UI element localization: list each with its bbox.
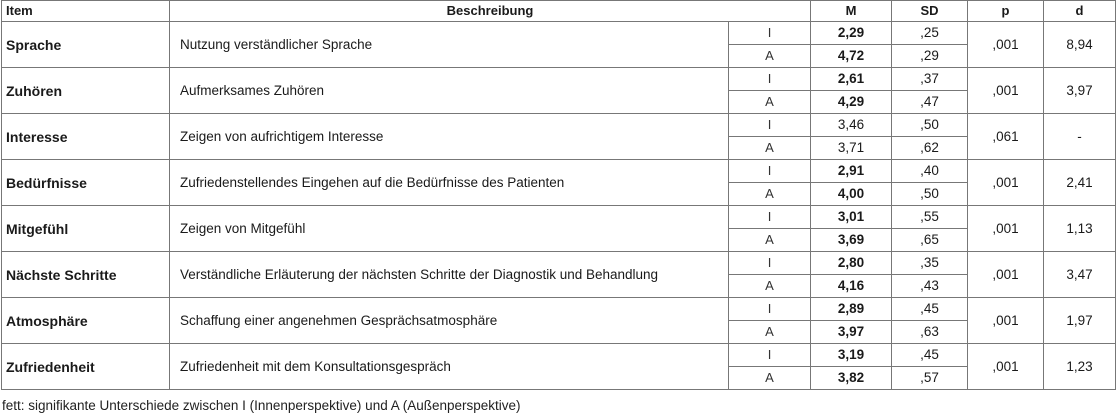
group-label-a: A: [729, 229, 811, 252]
item-cell: Atmosphäre: [2, 298, 170, 344]
group-label-a: A: [729, 91, 811, 114]
sd-i: ,50: [892, 114, 968, 137]
effect-size-cell: 3,97: [1044, 68, 1116, 114]
header-p: p: [968, 1, 1044, 22]
effect-size-cell: 8,94: [1044, 22, 1116, 68]
item-cell: Mitgefühl: [2, 206, 170, 252]
effect-size-cell: 3,47: [1044, 252, 1116, 298]
group-label-a: A: [729, 45, 811, 68]
effect-size-cell: -: [1044, 114, 1116, 160]
sd-i: ,45: [892, 344, 968, 367]
table-row: [2, 68, 1116, 91]
group-label-a: A: [729, 275, 811, 298]
description-cell: Zeigen von Mitgefühl: [170, 206, 729, 252]
sd-i: ,45: [892, 298, 968, 321]
group-label-i: I: [729, 298, 811, 321]
sd-a: ,57: [892, 367, 968, 390]
p-value-cell: ,001: [968, 344, 1044, 390]
mean-a: 4,72: [811, 45, 892, 68]
table-body: [2, 22, 1116, 390]
footnote: fett: signifikante Unterschiede zwischen I (Innenperspektive) und A (Außenperspektive): [2, 398, 521, 413]
sd-a: ,29: [892, 45, 968, 68]
description-cell: Schaffung einer angenehmen Gesprächsatmosphäre: [170, 298, 729, 344]
mean-a: 4,29: [811, 91, 892, 114]
p-value-cell: ,001: [968, 252, 1044, 298]
item-cell: Interesse: [2, 114, 170, 160]
group-label-i: I: [729, 68, 811, 91]
p-value-cell: ,001: [968, 68, 1044, 114]
p-value-cell: ,001: [968, 298, 1044, 344]
table-row: [2, 22, 1116, 45]
table-row: [2, 344, 1116, 367]
sd-a: ,47: [892, 91, 968, 114]
item-cell: Zuhören: [2, 68, 170, 114]
table-row: [2, 160, 1116, 183]
p-value-cell: ,001: [968, 22, 1044, 68]
mean-a: 3,71: [811, 137, 892, 160]
mean-i: 2,91: [811, 160, 892, 183]
mean-i: 2,80: [811, 252, 892, 275]
p-value-cell: ,001: [968, 160, 1044, 206]
p-value-cell: ,001: [968, 206, 1044, 252]
effect-size-cell: 1,13: [1044, 206, 1116, 252]
header-row: [2, 1, 1116, 22]
sd-a: ,63: [892, 321, 968, 344]
group-label-i: I: [729, 114, 811, 137]
sd-i: ,55: [892, 206, 968, 229]
table-row: [2, 298, 1116, 321]
description-cell: Verständliche Erläuterung der nächsten Schritte der Diagnostik und Behandlung: [170, 252, 729, 298]
header-item: Item: [2, 1, 170, 22]
mean-a: 3,69: [811, 229, 892, 252]
header-m: M: [811, 1, 892, 22]
sd-a: ,43: [892, 275, 968, 298]
group-label-i: I: [729, 344, 811, 367]
item-cell: Nächste Schritte: [2, 252, 170, 298]
sd-i: ,40: [892, 160, 968, 183]
header-beschreibung: Beschreibung: [170, 1, 811, 22]
sd-i: ,25: [892, 22, 968, 45]
mean-a: 4,00: [811, 183, 892, 206]
sd-a: ,50: [892, 183, 968, 206]
mean-i: 2,61: [811, 68, 892, 91]
table-row: [2, 206, 1116, 229]
description-cell: Zufriedenstellendes Eingehen auf die Bedürfnisse des Patienten: [170, 160, 729, 206]
group-label-i: I: [729, 252, 811, 275]
group-label-a: A: [729, 183, 811, 206]
results-table: [1, 0, 1116, 390]
description-cell: Nutzung verständlicher Sprache: [170, 22, 729, 68]
mean-i: 2,89: [811, 298, 892, 321]
p-value-cell: ,061: [968, 114, 1044, 160]
mean-i: 3,01: [811, 206, 892, 229]
sd-a: ,62: [892, 137, 968, 160]
group-label-a: A: [729, 321, 811, 344]
sd-i: ,35: [892, 252, 968, 275]
effect-size-cell: 1,23: [1044, 344, 1116, 390]
table-row: [2, 114, 1116, 137]
effect-size-cell: 1,97: [1044, 298, 1116, 344]
group-label-i: I: [729, 206, 811, 229]
mean-a: 3,82: [811, 367, 892, 390]
group-label-a: A: [729, 137, 811, 160]
item-cell: Zufriedenheit: [2, 344, 170, 390]
description-cell: Zeigen von aufrichtigem Interesse: [170, 114, 729, 160]
mean-i: 3,19: [811, 344, 892, 367]
table-row: [2, 252, 1116, 275]
mean-i: 2,29: [811, 22, 892, 45]
mean-a: 4,16: [811, 275, 892, 298]
effect-size-cell: 2,41: [1044, 160, 1116, 206]
description-cell: Zufriedenheit mit dem Konsultationsgespräch: [170, 344, 729, 390]
group-label-i: I: [729, 22, 811, 45]
mean-i: 3,46: [811, 114, 892, 137]
group-label-i: I: [729, 160, 811, 183]
item-cell: Sprache: [2, 22, 170, 68]
header-sd: SD: [892, 1, 968, 22]
item-cell: Bedürfnisse: [2, 160, 170, 206]
sd-a: ,65: [892, 229, 968, 252]
group-label-a: A: [729, 367, 811, 390]
header-d: d: [1044, 1, 1116, 22]
description-cell: Aufmerksames Zuhören: [170, 68, 729, 114]
mean-a: 3,97: [811, 321, 892, 344]
sd-i: ,37: [892, 68, 968, 91]
